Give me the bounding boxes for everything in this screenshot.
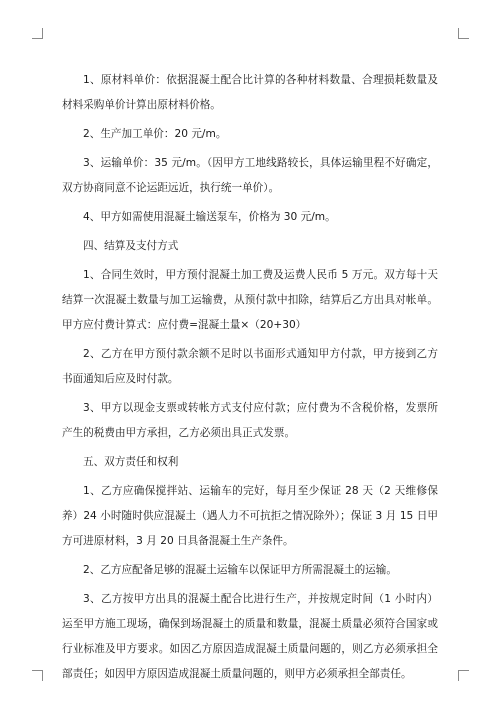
paragraph-transport-vehicles: 2、乙方应配备足够的混凝土运输车以保证甲方所需混凝土的运输。: [83, 564, 397, 576]
paragraph-processing-price: 2、生产加工单价：20 元/m。: [83, 128, 227, 140]
crop-mark-top-left: [32, 28, 43, 39]
crop-mark-bottom-left: [32, 670, 43, 681]
crop-mark-bottom-right: [458, 670, 469, 681]
paragraph-pump-truck-price: 4、甲方如需使用混凝土输送泵车，价格为 30 元/m。: [83, 211, 336, 223]
section-heading-settlement: 四、结算及支付方式: [83, 240, 179, 252]
paragraph-transport-price: 3、运输单价：35 元/m。（因甲方工地线路较长，具体运输里程不好确定，双方协商同意不论运距远近，执行统一单价）。: [62, 157, 438, 194]
paragraph-payment-notice: 2、乙方在甲方预付款余额不足时以书面形式通知甲方付款，甲方接到乙方书面通知后应及时付款。: [62, 348, 438, 385]
paragraph-supply-guarantee: 1、乙方应确保搅拌站、运输车的完好，每月至少保证 28 天（2 天维修保养）24 小时随时供应混凝土（遇人力不可抗拒之情况除外）；保证 3 月 15 日甲方可进原材料，3 月 20 日具备混凝土生产条件。: [62, 485, 438, 547]
paragraph-quality-responsibility: 3、乙方按甲方出具的混凝土配合比进行生产，并按规定时间（1 小时内）运至甲方施工现场，确保到场混凝土的质量和数量，混凝土质量必须符合国家或行业标准及甲方要求。如因乙方原因造成混凝土质量问题的，则乙方必须承担全部责任；如因甲方原因造成混凝土质量问题的，则甲方必须承担全部责任。: [62, 593, 438, 680]
paragraph-material-price: 1、原材料单价：依据混凝土配合比计算的各种材料数量、合理损耗数量及材料采购单价计算出原材料价格。: [62, 74, 438, 111]
document-body: [62, 68, 438, 691]
crop-mark-top-right: [458, 28, 469, 39]
paragraph-prepayment: 1、合同生效时，甲方预付混凝土加工费及运费人民币 5 万元。双方每十天结算一次混凝土数量与加工运输费，从预付款中扣除，结算后乙方出具对帐单。甲方应付费计算式：应付费=混凝土量×（20+30）: [62, 269, 438, 331]
section-heading-responsibilities: 五、双方责任和权利: [83, 456, 179, 468]
paragraph-payment-method: 3、甲方以现金支票或转帐方式支付应付款；应付费为不含税价格，发票所产生的税费由甲方承担，乙方必须出具正式发票。: [62, 402, 438, 439]
